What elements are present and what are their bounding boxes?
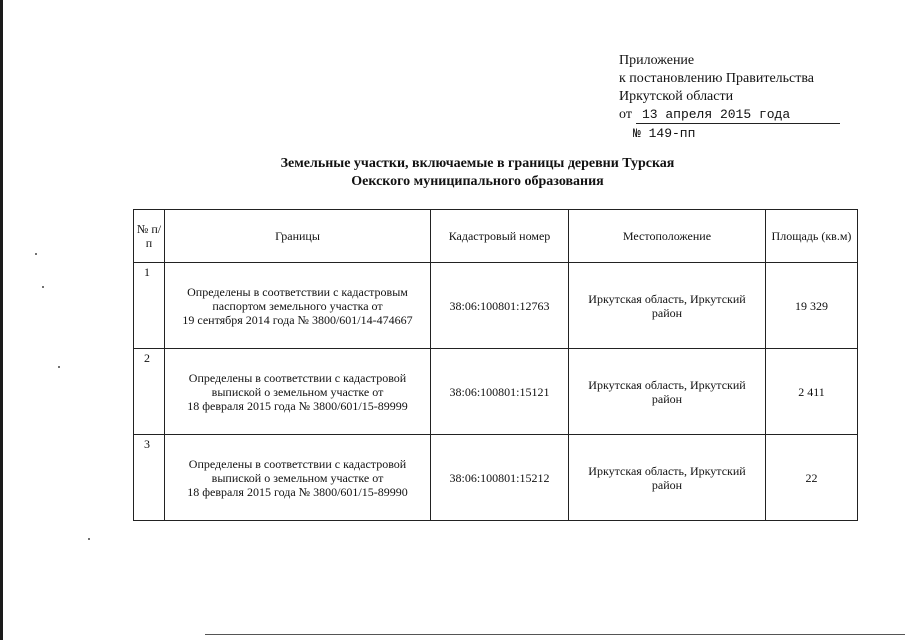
borders-line-3: 18 февраля 2015 года № 3800/601/15-89990 (187, 484, 408, 499)
scan-edge (0, 0, 3, 640)
header-area: Площадь (кв.м) (766, 210, 858, 263)
header-borders: Границы (165, 210, 431, 263)
date-prefix: от (619, 107, 632, 122)
appendix-line-2: к постановлению Правительства (619, 71, 815, 86)
borders-line-1: Определены в соответствии с кадастровой (188, 456, 407, 471)
scan-bottom-line (205, 634, 905, 635)
borders-line-3: 19 сентября 2014 года № 3800/601/14-474667 (182, 312, 413, 327)
row-borders (165, 349, 431, 435)
row-location (569, 435, 766, 521)
scan-speck (88, 538, 90, 540)
row-location (569, 263, 766, 349)
borders-line-1: Определены в соответствии с кадастровым (187, 284, 408, 299)
row-number: 3 (134, 435, 165, 521)
borders-line-2: паспортом земельного участка от (212, 298, 383, 313)
borders-line-2: выпиской о земельном участке от (211, 384, 384, 399)
location-line-1: Иркутская область, Иркутский (588, 291, 746, 306)
appendix-date-row (619, 106, 840, 124)
table-row (134, 263, 858, 349)
borders-line-1: Определены в соответствии с кадастровой (188, 370, 407, 385)
row-area: 19 329 (766, 263, 858, 349)
scan-speck (58, 366, 60, 368)
row-cadastral: 38:06:100801:15212 (431, 435, 569, 521)
land-plots-table (133, 209, 858, 521)
location-line-1: Иркутская область, Иркутский (588, 463, 746, 478)
row-cadastral: 38:06:100801:12763 (431, 263, 569, 349)
date-field: 13 апреля 2015 года (636, 107, 840, 124)
appendix-line-3: Иркутской области (619, 89, 734, 104)
appendix-block (619, 52, 840, 142)
header-location: Местоположение (569, 210, 766, 263)
scan-speck (42, 286, 44, 288)
table-row (134, 435, 858, 521)
table-row (134, 349, 858, 435)
title-line-2: Оекского муниципального образования (351, 174, 604, 189)
row-number: 2 (134, 349, 165, 435)
row-location (569, 349, 766, 435)
location-line-2: район (651, 477, 683, 492)
row-borders (165, 263, 431, 349)
location-line-2: район (651, 305, 683, 320)
document-number: № 149-пп (633, 126, 696, 141)
document-title (200, 155, 755, 191)
borders-line-3: 18 февраля 2015 года № 3800/601/15-89999 (187, 398, 408, 413)
header-num: № п/п (134, 210, 165, 263)
location-line-1: Иркутская область, Иркутский (588, 377, 746, 392)
header-cadastral: Кадастровый номер (431, 210, 569, 263)
appendix-line-1: Приложение (619, 53, 695, 68)
scan-speck (35, 253, 37, 255)
title-line-1: Земельные участки, включаемые в границы деревни Турская (280, 156, 675, 171)
borders-line-2: выпиской о земельном участке от (211, 470, 384, 485)
location-line-2: район (651, 391, 683, 406)
row-cadastral: 38:06:100801:15121 (431, 349, 569, 435)
row-borders (165, 435, 431, 521)
row-area: 22 (766, 435, 858, 521)
row-number: 1 (134, 263, 165, 349)
row-area: 2 411 (766, 349, 858, 435)
table-header-row (134, 210, 858, 263)
